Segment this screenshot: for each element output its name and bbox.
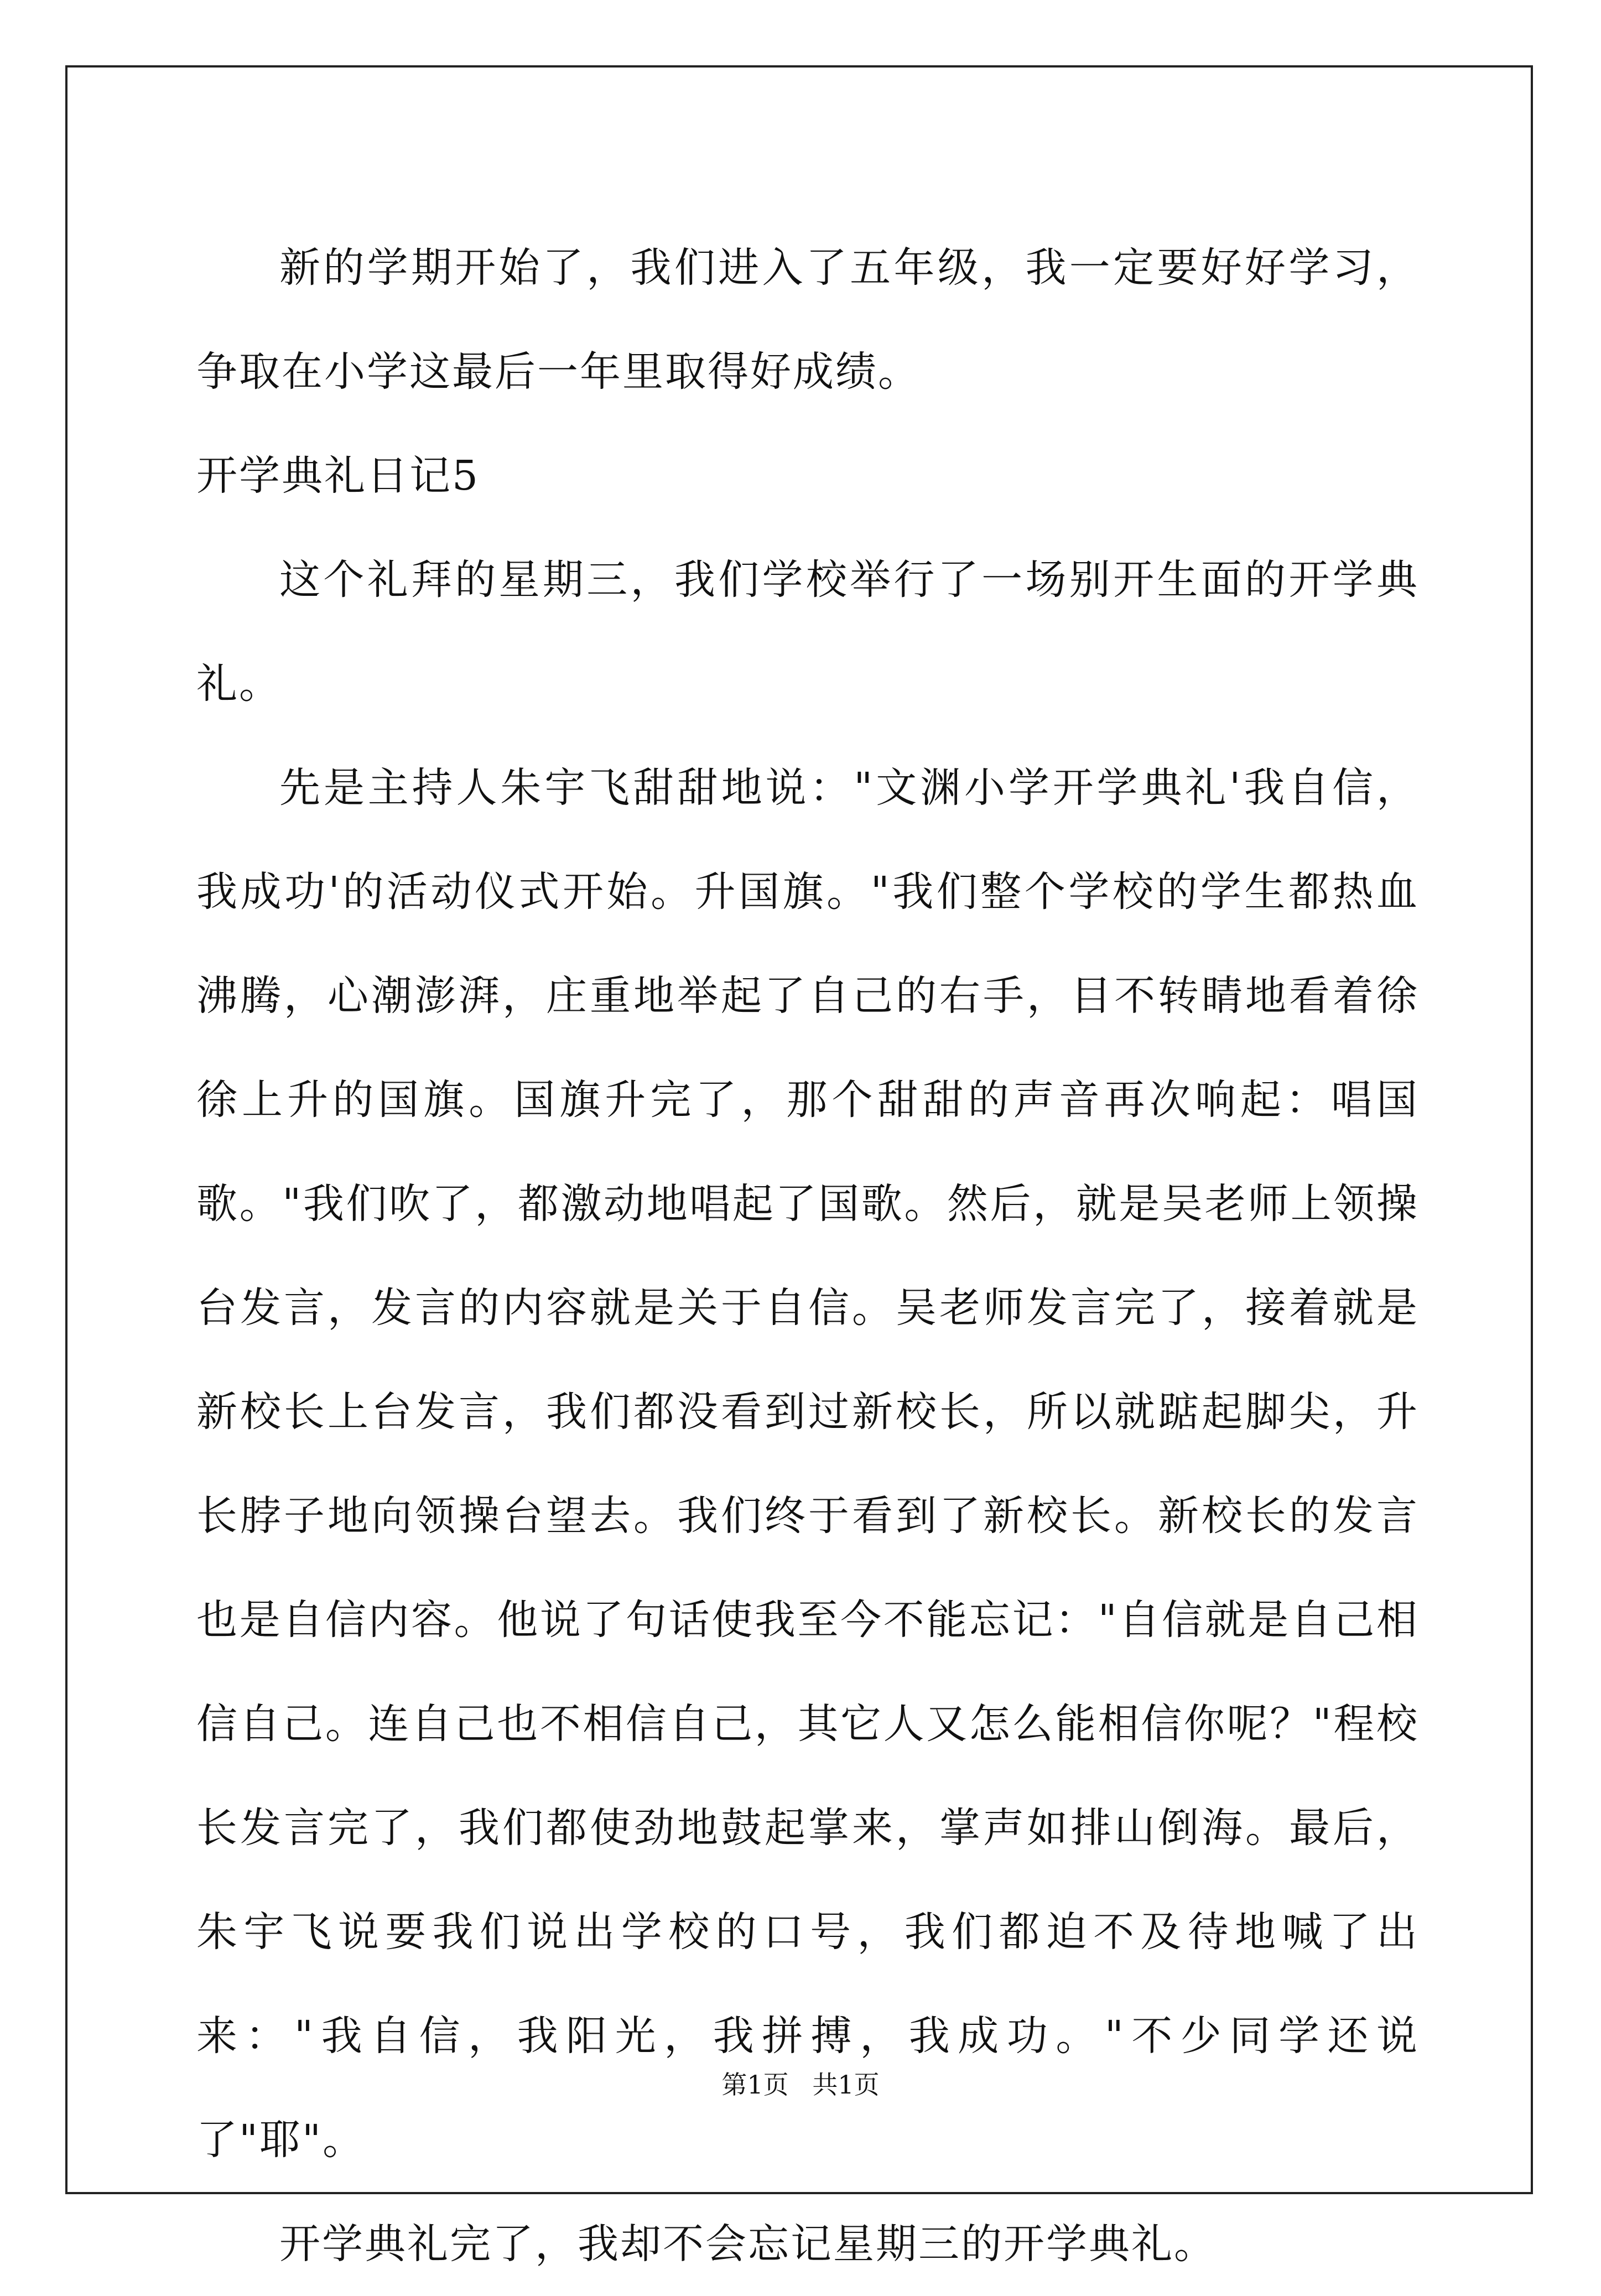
page-number: 第1页 (721, 2070, 789, 2100)
page-footer (0, 2068, 1601, 2101)
paragraph: 开学典礼完了，我却不会忘记星期三的开学典礼。 (279, 2220, 1217, 2268)
paragraph: 这个礼拜的星期三，我们学校举行了一场别开生面的开学典礼。 (196, 556, 1419, 708)
document-body (196, 216, 1419, 2296)
page-total: 共1页 (812, 2070, 880, 2100)
section-heading: 开学典礼日记5 (196, 452, 480, 500)
paragraph: 新的学期开始了，我们进入了五年级，我一定要好好学习，争取在小学这最后一年里取得好成绩。 (196, 244, 1419, 396)
paragraph: 先是主持人朱宇飞甜甜地说："文渊小学开学典礼'我自信，我成功'的活动仪式开始。升国旗。"我们整个学校的学生都热血沸腾，心潮澎湃，庄重地举起了自己的右手，目不转睛地看着徐徐上升的国旗。国旗升完了，那个甜甜的声音再次响起：唱国歌。"我们吹了，都激动地唱起了国歌。然后，就是吴老师上领操台发言，发言的内容就是关于自信。吴老师发言完了，接着就是新校长上台发言，我们都没看到过新校长，所以就踮起脚尖，升长脖子地向领操台望去。我们终于看到了新校长。新校长的发言也是自信内容。他说了句话使我至今不能忘记："自信就是自己相信自己。连自己也不相信自己，其它人又怎么能相信你呢？"程校长发言完了，我们都使劲地鼓起掌来，掌声如排山倒海。最后，朱宇飞说要我们说出学校的口号，我们都迫不及待地喊了出来："我自信，我阳光，我拼搏，我成功。"不少同学还说了"耶"。 (196, 764, 1419, 2164)
